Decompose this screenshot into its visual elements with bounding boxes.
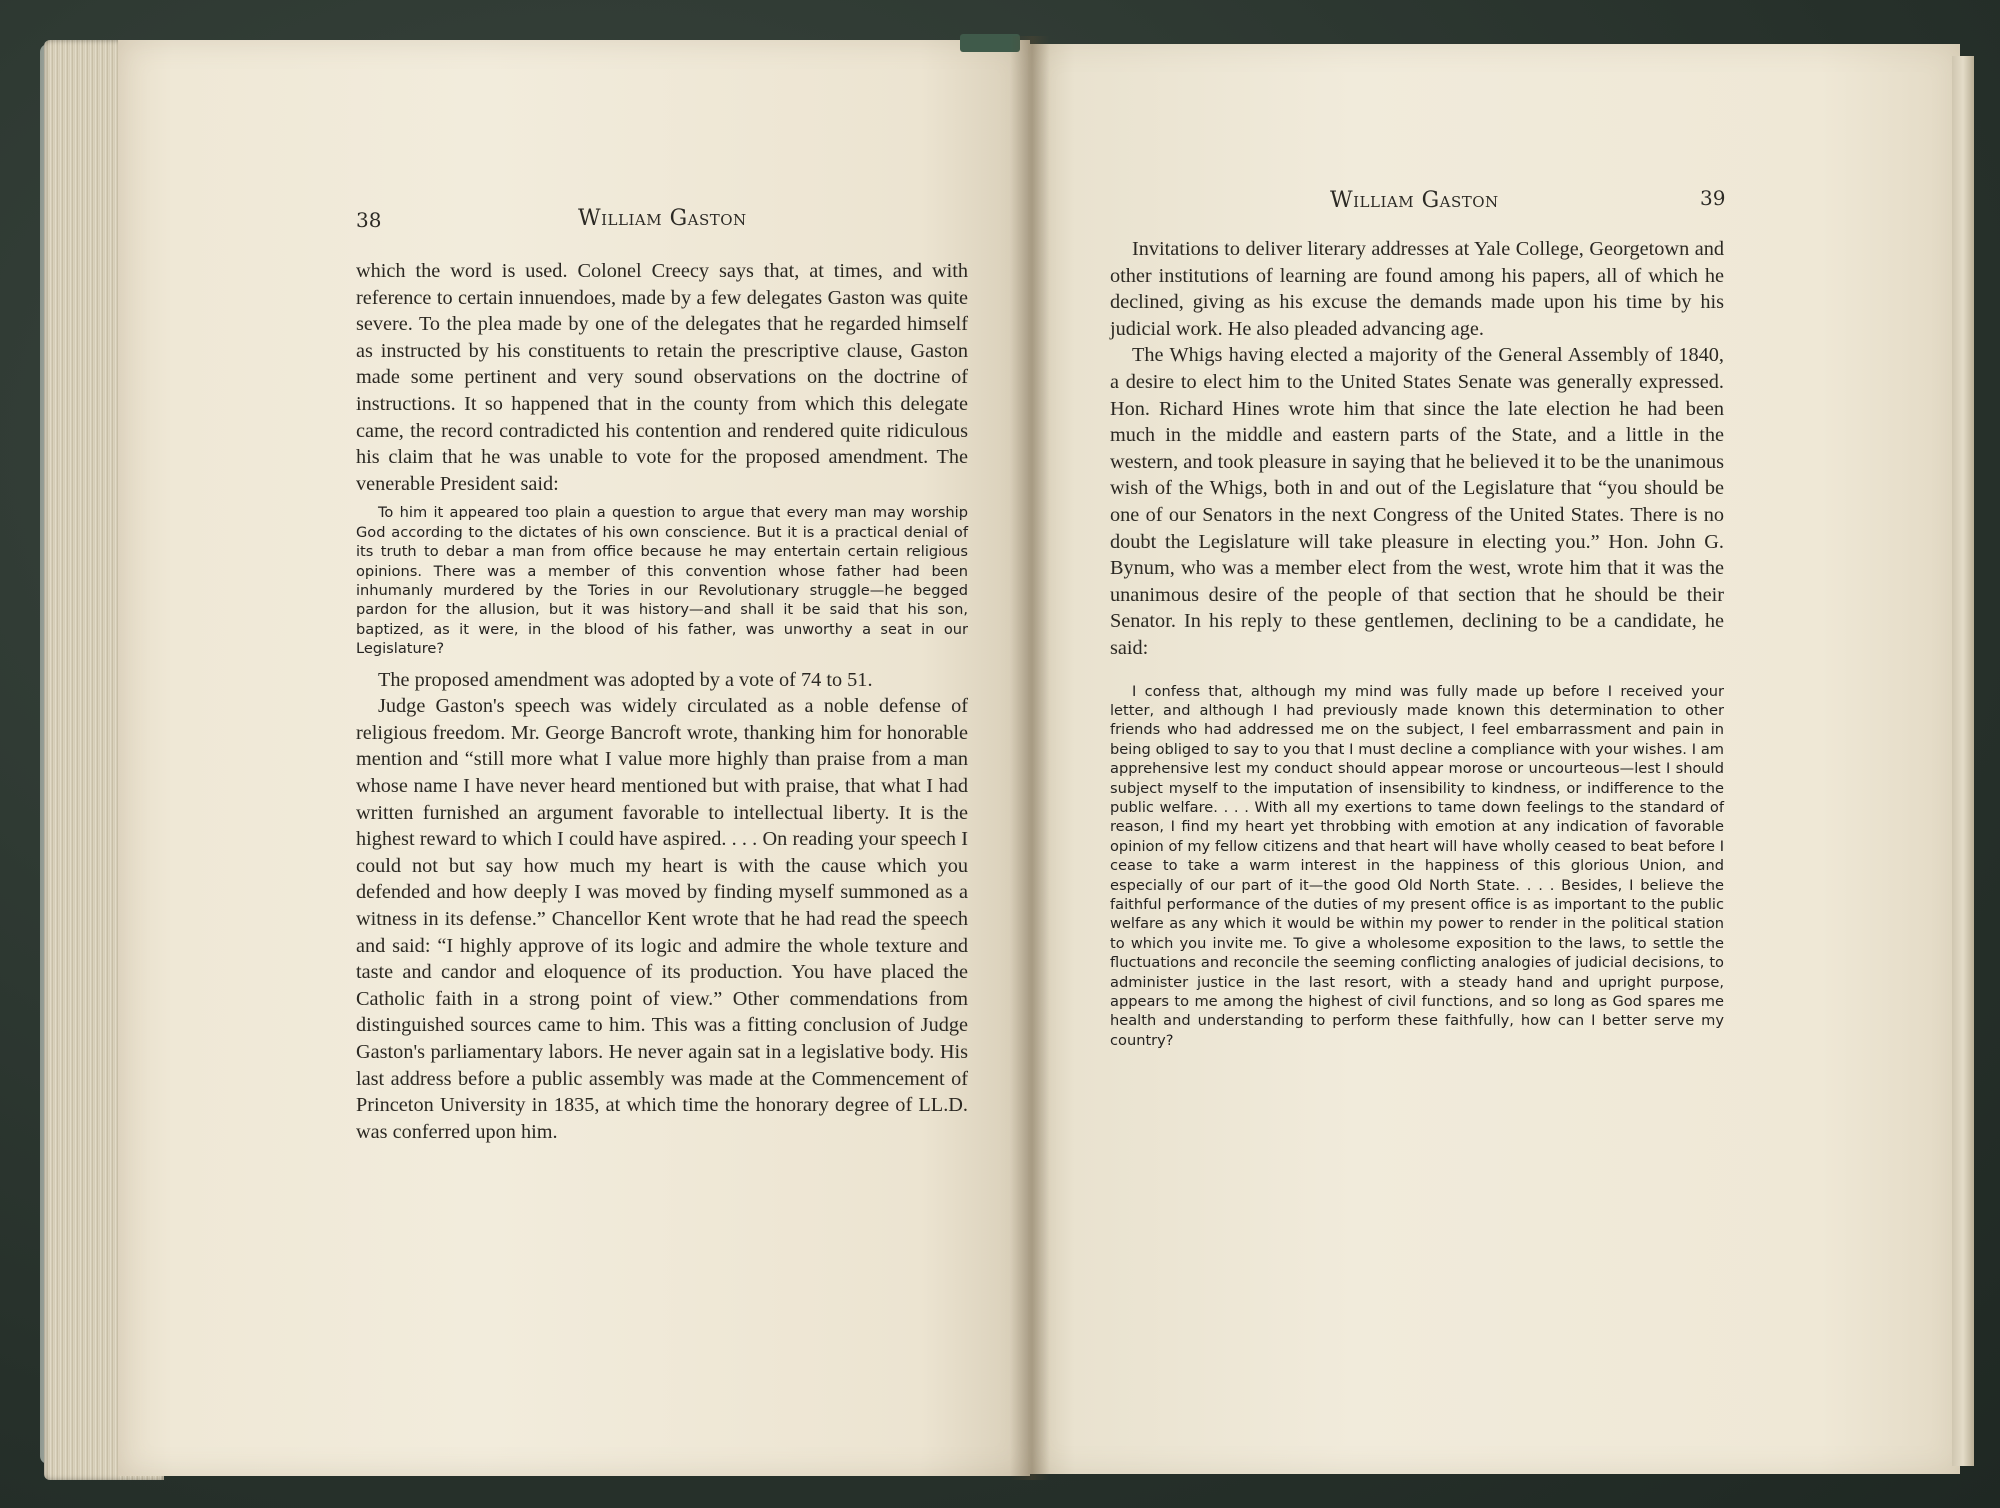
right-running-head-text: William Gaston xyxy=(1330,188,1499,213)
left-page-number: 38 xyxy=(356,208,382,232)
right-paragraph-1: Invitations to deliver literary addresses at Yale College, Georgetown and other institutions of learning are found among his papers, all of which he declined, giving as his excuse the demands made upon his time by his judicial work. He also pleaded advancing age. xyxy=(1110,238,1724,340)
right-page-number: 39 xyxy=(1700,186,1726,210)
right-page-edge xyxy=(1952,56,1974,1466)
left-paragraph-2: The proposed amendment was adopted by a vote of 74 to 51. xyxy=(378,668,873,691)
right-text-block xyxy=(1110,236,1724,1050)
left-text-block xyxy=(356,258,968,1145)
right-block-quote: I confess that, although my mind was fully made up before I received your letter, and although I had previously made known this determination to other friends who had addressed me on the subject, I feel embarrassment and pain in being obliged to say to you that I must decline a compliance with your wishes. I am apprehensive lest my conduct should appear morose or uncourteous—lest I should subject myself to the imputation of insensibility to kindness, or indifference to the public welfare. . . . With all my exertions to tame down feelings to the standard of reason, I find my heart yet throbbing with emotion at any indication of favorable opinion of my fellow citizens and that heart will have wholly ceased to beat before I cease to take a warm interest in the happiness of this glorious Union, and especially of our part of it—the good Old North State. . . . Besides, I believe the faithful performance of the duties of my present office is as important to the public welfare as any which it would be within my power to render in the political station to which you invite me. To give a wholesome exposition to the laws, to settle the fluctuations and reconcile the seeming conflicting analogies of judicial decisions, to administer justice in the last resort, with a steady hand and upright purpose, appears to me among the highest of civil functions, and so long as God spares me health and understanding to perform these faithfully, how can I better serve my country? xyxy=(1110,682,1724,1049)
right-paragraph-2: The Whigs having elected a majority of the General Assembly of 1840, a desire to elect him to the United States Senate was generally expressed. Hon. Richard Hines wrote him that since the late election he had been much in the middle and eastern parts of the State, and a little in the western, and took pleasure in saying that he believed it to be the unanimous wish of the Whigs, both in and out of the Legislature that “you should be one of our Senators in the next Congress of the United States. There is no doubt the Legislature will take pleasure in electing you.” Hon. John G. Bynum, who was a member elect from the west, wrote him that it was the unanimous desire of the people of that section that he should be their Senator. In his reply to these gentlemen, declining to be a candidate, he said: xyxy=(1110,344,1724,659)
left-running-head xyxy=(578,206,747,231)
left-paragraph-3: Judge Gaston's speech was widely circulated as a noble defense of religious freedom. Mr. George Bancroft wrote, thanking him for honorable mention and “still more what I value more highly than praise from a man whose name I have never heard mentioned but with praise, that what I had written furnished an argument favorable to intellectual liberty. It is the highest reward to which I could have aspired. . . . On reading your speech I could not but say how much my heart is with the cause which you defended and how deeply I was moved by finding myself summoned as a witness in its defense.” Chancellor Kent wrote that he had read the speech and said: “I highly approve of its logic and admire the whole texture and taste and candor and eloquence of its production. You have placed the Catholic faith in a strong point of view.” Other commendations from distinguished sources came to him. This was a fitting conclusion of Judge Gaston's parliamentary labors. He never again sat in a legislative body. His last address before a public assembly was made at the Commencement of Princeton University in 1835, at which time the honorary degree of LL.D. was conferred upon him. xyxy=(356,695,968,1143)
left-running-head-text: William Gaston xyxy=(578,206,747,231)
right-running-head xyxy=(1330,188,1499,213)
left-block-quote: To him it appeared too plain a question to argue that every man may worship God according to the dictates of his own conscience. But it is a practical denial of its truth to debar a man from office because he may entertain certain religious opinions. There was a member of this convention whose father had been inhumanly murdered by the Tories in our Revolutionary struggle—he begged pardon for the allusion, but it was history—and shall it be said that his son, baptized, as it were, in the blood of his father, was unworthy a seat in our Legislature? xyxy=(356,504,968,658)
left-paragraph-1: which the word is used. Colonel Creecy says that, at times, and with reference to certain innuendoes, made by a few delegates Gaston was quite severe. To the plea made by one of the delegates that he regarded himself as instructed by his constituents to retain the prescriptive clause, Gaston made some pertinent and very sound observations on the doctrine of instructions. It so happened that in the county from which this delegate came, the record contradicted his contention and rendered quite ridiculous his claim that he was unable to vote for the proposed amendment. The venerable President said: xyxy=(356,260,968,495)
book-gutter xyxy=(1010,36,1050,1480)
